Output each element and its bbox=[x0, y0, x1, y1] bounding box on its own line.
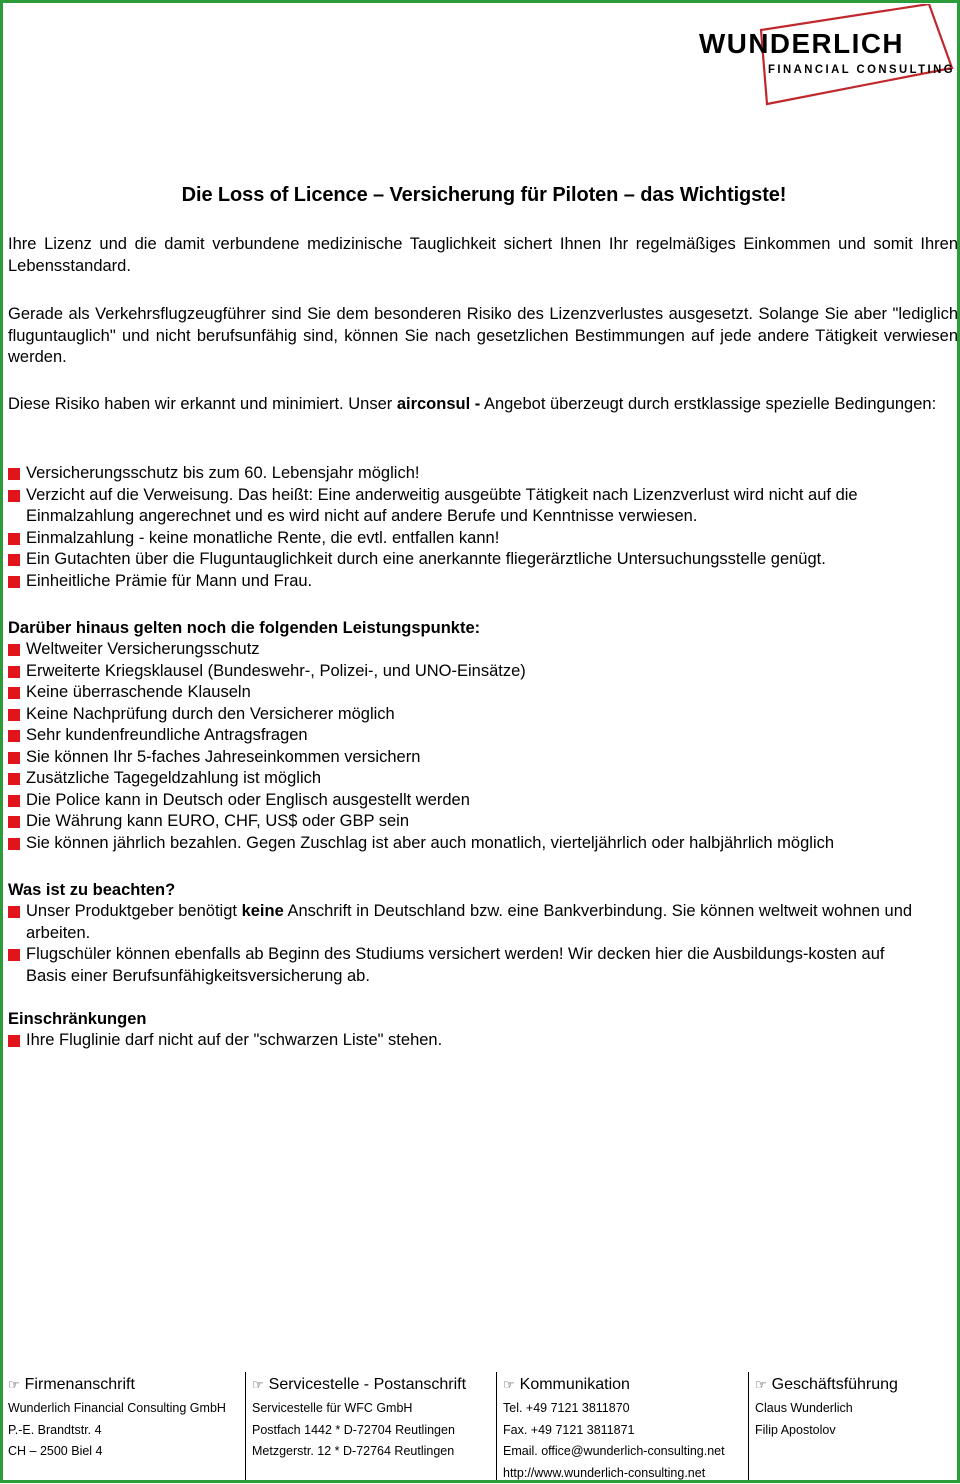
red-square-icon bbox=[8, 687, 20, 699]
page-title: Die Loss of Licence – Versicherung für Piloten – das Wichtigste! bbox=[0, 184, 960, 207]
list-item: Sehr kundenfreundliche Antragsfragen bbox=[8, 725, 958, 747]
red-square-icon bbox=[8, 576, 20, 588]
list-item: Unser Produktgeber benötigt keine Anschrift in Deutschland bzw. eine Bankverbindung. Sie können weltweit wohnen und arbeiten. bbox=[8, 901, 958, 944]
offer-text-before: Diese Risiko haben wir erkannt und minimiert. Unser bbox=[8, 395, 397, 413]
pointing-hand-icon: ☞ bbox=[503, 1377, 515, 1392]
benefits-list bbox=[8, 639, 958, 854]
footer-divider bbox=[748, 1372, 749, 1480]
red-square-icon bbox=[8, 730, 20, 742]
list-item: Ein Gutachten über die Fluguntauglichkeit durch eine anerkannte fliegerärztliche Untersuchungsstelle genügt. bbox=[8, 549, 958, 571]
red-square-icon bbox=[8, 838, 20, 850]
footer-communication: ☞ Kommunikation Tel. +49 7121 3811870 Fax. +49 7121 3811871 Email. office@wunderlich-consulting.net http://www.wunderlich-consulting.net bbox=[503, 1372, 745, 1478]
red-square-icon bbox=[8, 666, 20, 678]
logo-name: WUNDERLICH bbox=[699, 28, 904, 59]
conditions-list bbox=[8, 463, 958, 592]
notes-heading: Was ist zu beachten? bbox=[8, 880, 175, 902]
offer-paragraph bbox=[8, 394, 958, 416]
pointing-hand-icon: ☞ bbox=[8, 1377, 20, 1392]
list-item: Versicherungsschutz bis zum 60. Lebensjahr möglich! bbox=[8, 463, 958, 485]
list-item: Weltweiter Versicherungsschutz bbox=[8, 639, 958, 661]
offer-brand: airconsul - bbox=[397, 395, 480, 413]
red-square-icon bbox=[8, 773, 20, 785]
list-item: Die Police kann in Deutsch oder Englisch ausgestellt werden bbox=[8, 790, 958, 812]
list-item: Keine Nachprüfung durch den Versicherer möglich bbox=[8, 704, 958, 726]
footer-management: ☞ Geschäftsführung Claus Wunderlich Filip Apostolov bbox=[755, 1372, 955, 1478]
list-item: Einmalzahlung - keine monatliche Rente, die evtl. entfallen kann! bbox=[8, 528, 958, 550]
pointing-hand-icon: ☞ bbox=[252, 1377, 264, 1392]
list-item: Keine überraschende Klauseln bbox=[8, 682, 958, 704]
list-item: Sie können jährlich bezahlen. Gegen Zuschlag ist aber auch monatlich, vierteljährlich oder halbjährlich möglich bbox=[8, 833, 958, 855]
company-logo bbox=[695, 4, 957, 108]
red-square-icon bbox=[8, 795, 20, 807]
red-square-icon bbox=[8, 554, 20, 566]
benefits-heading: Darüber hinaus gelten noch die folgenden Leistungspunkte: bbox=[8, 618, 480, 640]
red-square-icon bbox=[8, 906, 20, 918]
website-link[interactable]: http://www.wunderlich-consulting.net bbox=[503, 1463, 745, 1484]
red-square-icon bbox=[8, 533, 20, 545]
restrictions-heading: Einschränkungen bbox=[8, 1009, 146, 1031]
red-square-icon bbox=[8, 752, 20, 764]
list-item: Einheitliche Prämie für Mann und Frau. bbox=[8, 571, 958, 593]
red-square-icon bbox=[8, 1035, 20, 1047]
pointing-hand-icon: ☞ bbox=[755, 1377, 767, 1392]
intro-paragraph-2: Gerade als Verkehrsflugzeugführer sind Sie dem besonderen Risiko des Lizenzverlustes ausgesetzt. Solange Sie aber "lediglich fluguntauglich" und nicht berufsunfähig sind, können Sie nach gesetzlichen Bestimmungen auf jede andere Tätigkeit verwiesen werden. bbox=[8, 304, 958, 369]
list-item: Flugschüler können ebenfalls ab Beginn des Studiums versichert werden! Wir decken hier die Ausbildungs-kosten auf Basis einer Berufsunfähigkeitsversicherung ab. bbox=[8, 944, 958, 987]
red-square-icon bbox=[8, 709, 20, 721]
red-square-icon bbox=[8, 644, 20, 656]
restrictions-list bbox=[8, 1030, 958, 1052]
offer-text-after: Angebot überzeugt durch erstklassige spezielle Bedingungen: bbox=[480, 395, 936, 413]
footer-divider bbox=[245, 1372, 246, 1480]
list-item: Verzicht auf die Verweisung. Das heißt: Eine anderweitig ausgeübte Tätigkeit nach Lizenzverlust wird nicht auf die Einmalzahlung angerechnet und es wird nicht auf andere Berufe und Kenntnisse verwiesen. bbox=[8, 485, 958, 528]
email-link[interactable]: Email. office@wunderlich-consulting.net bbox=[503, 1441, 745, 1463]
footer-service-address: ☞ Servicestelle - Postanschrift Servicestelle für WFC GmbH Postfach 1442 * D-72704 Reutlingen Metzgerstr. 12 * D-72764 Reutlingen bbox=[252, 1372, 492, 1478]
red-square-icon bbox=[8, 468, 20, 480]
red-square-icon bbox=[8, 949, 20, 961]
list-item: Die Währung kann EURO, CHF, US$ oder GBP sein bbox=[8, 811, 958, 833]
list-item: Zusätzliche Tagegeldzahlung ist möglich bbox=[8, 768, 958, 790]
footer-company-address: ☞ Firmenanschrift Wunderlich Financial Consulting GmbH P.-E. Brandtstr. 4 CH – 2500 Biel 4 bbox=[8, 1372, 243, 1478]
logo-tagline: FINANCIAL CONSULTING bbox=[768, 64, 955, 76]
notes-list bbox=[8, 901, 958, 987]
list-item: Erweiterte Kriegsklausel (Bundeswehr-, Polizei-, und UNO-Einsätze) bbox=[8, 661, 958, 683]
red-square-icon bbox=[8, 816, 20, 828]
list-item: Ihre Fluglinie darf nicht auf der "schwarzen Liste" stehen. bbox=[8, 1030, 958, 1052]
list-item: Sie können Ihr 5-faches Jahreseinkommen versichern bbox=[8, 747, 958, 769]
intro-paragraph-1: Ihre Lizenz und die damit verbundene medizinische Tauglichkeit sichert Ihnen Ihr regelmäßiges Einkommen und somit Ihren Lebensstandard. bbox=[8, 234, 958, 277]
red-square-icon bbox=[8, 490, 20, 502]
footer-divider bbox=[496, 1372, 497, 1480]
